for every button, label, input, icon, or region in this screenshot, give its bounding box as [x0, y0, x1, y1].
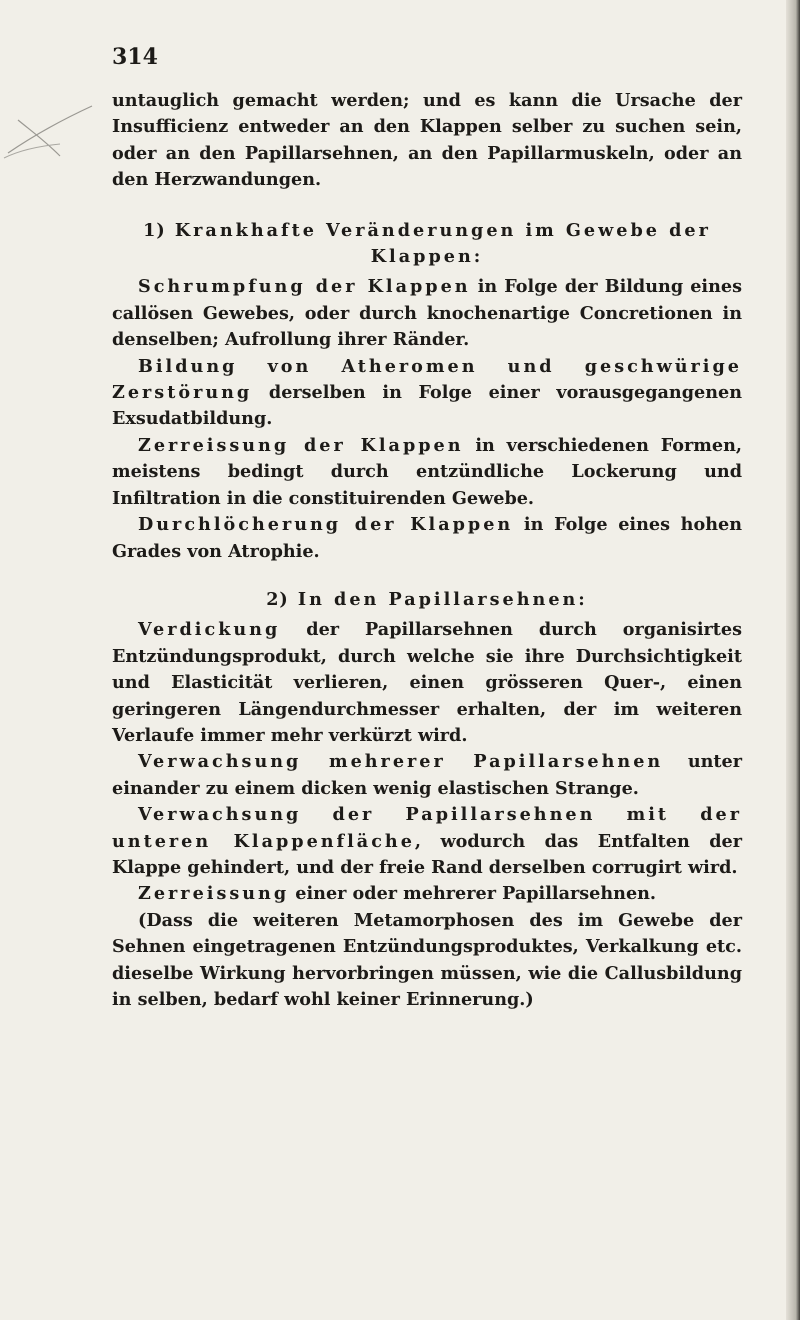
item-term: Zerreissung [138, 883, 290, 905]
item-text: in Folge der Bildung eines callösen Gewebes, oder durch knochenartige Concretionen in denselben; Aufrollung ihrer Ränder. [112, 276, 742, 351]
item-text: , wodurch das Entfalten der Klappe gehindert, und der freie Rand derselben corrugirt wird. [112, 830, 742, 878]
item-text: der Papillarsehnen durch organisirtes Entzündungsprodukt, durch welche sie ihre Durchsichtigkeit und Elasticität verlieren, einen grösseren Quer-, einen geringeren Längendurchmesser erhalten, der im weiteren Verlaufe immer mehr verkürzt wird. [112, 619, 742, 746]
item-text: in verschiedenen Formen, meistens bedingt durch entzündliche Lockerung und Infiltration in die constituirenden Gewebe. [112, 434, 742, 509]
list-item [112, 433, 742, 512]
item-text: derselben in Folge einer vorausgegangenen Exsudatbildung. [112, 382, 742, 430]
item-term: Verdickung [138, 619, 281, 641]
list-item [112, 617, 742, 749]
section-title: In den Papillarsehnen: [297, 588, 588, 610]
intro-paragraph: untauglich gemacht werden; und es kann die Ursache der Insufficienz entweder an den Klappen selber zu suchen sein, oder an den Papillarsehnen, an den Papillarmuskeln, oder an den Herzwandungen. [112, 90, 742, 191]
list-item [112, 274, 742, 353]
item-term: Durchlöcherung der Klappen [138, 514, 514, 536]
item-term: Schrumpfung der Klappen [138, 276, 471, 298]
list-item [112, 749, 742, 802]
section-number: 2) [266, 588, 289, 610]
section-title: Krankhafte Veränderungen im Gewebe der Klappen: [174, 219, 711, 268]
page-body [112, 88, 742, 1013]
section-heading-2 [112, 587, 742, 613]
list-item [112, 802, 742, 881]
item-text: unter einander zu einem dicken wenig elastischen Strange. [112, 751, 742, 799]
list-item [112, 354, 742, 433]
item-text: einer oder mehrerer Papillarsehnen. [289, 883, 657, 905]
item-term: Bildung von Atheromen und geschwürige Zerstörung [112, 355, 742, 404]
list-item [112, 512, 742, 565]
item-term: Verwachsung mehrerer Papillarsehnen [138, 751, 664, 773]
item-term: Verwachsung der Papillarsehnen mit der unteren Klappenfläche [112, 804, 742, 852]
handwritten-cross-mark [0, 98, 100, 168]
item-term: Zerreissung der Klappen [138, 434, 464, 456]
section-number: 1) [143, 219, 166, 241]
section-heading-1 [112, 218, 742, 271]
item-text: in Folge eines hohen Grades von Atrophie. [112, 514, 742, 562]
page-number: 314 [112, 44, 158, 70]
list-item [112, 881, 742, 907]
note-paragraph: (Dass die weiteren Metamorphosen des im Gewebe der Sehnen eingetragenen Entzündungsproduktes, Verkalkung etc. dieselbe Wirkung hervorbringen müssen, wie die Callusbildung in selben, bedarf wohl keiner Erinnerung.) [112, 909, 742, 1010]
page-edge-shadow [786, 0, 800, 1320]
